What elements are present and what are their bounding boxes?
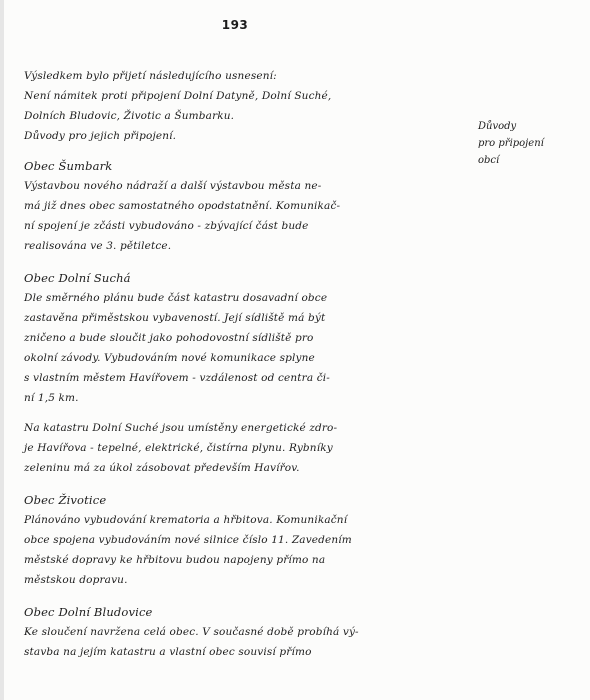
section-line: obce spojena vybudováním nové silnice číslo 11. Zavedením xyxy=(24,534,352,546)
section-line: Plánováno vybudování krematoria a hřbitova. Komunikační xyxy=(24,514,348,526)
section-line: zničeno a bude sloučit jako pohodovostní sídliště pro xyxy=(24,332,314,344)
section-heading: Obec Životice xyxy=(24,493,107,507)
intro-line: Není námitek proti připojení Dolní Datyně, Dolní Suché, xyxy=(24,90,332,102)
section-heading: Obec Šumbark xyxy=(24,159,113,173)
margin-note xyxy=(478,118,586,169)
section-line: s vlastním městem Havířovem - vzdálenost od centra či- xyxy=(24,372,330,384)
section-line: stavba na jejím katastru a vlastní obec souvisí přímo xyxy=(24,646,312,658)
section-line: ní spojení je zčásti vybudováno - zbývající část bude xyxy=(24,220,309,232)
section-line: Ke sloučení navržena celá obec. V současné době probíhá vý- xyxy=(24,626,359,638)
section-line: městskou dopravu. xyxy=(24,574,128,586)
margin-note-line: pro připojení xyxy=(478,138,544,149)
margin-note-line: Důvody xyxy=(478,121,517,132)
section-line: ní 1,5 km. xyxy=(24,392,79,404)
section-line: okolní závody. Vybudováním nové komunikace splyne xyxy=(24,352,315,364)
section-line: Výstavbou nového nádraží a další výstavbou města ne- xyxy=(24,180,322,192)
section-line: Dle směrného plánu bude část katastru dosavadní obce xyxy=(24,292,328,304)
handwritten-body xyxy=(24,66,494,662)
section-line: zastavěna přiměstskou vybaveností. Její sídliště má být xyxy=(24,312,326,324)
section-line: zeleninu má za úkol zásobovat především Havířov. xyxy=(24,462,300,474)
section-line: Na katastru Dolní Suché jsou umístěny energetické zdro- xyxy=(24,422,338,434)
section-heading: Obec Dolní Bludovice xyxy=(24,605,153,619)
page-edge xyxy=(0,0,4,700)
section-line: městské dopravy ke hřbitovu budou napojeny přímo na xyxy=(24,554,326,566)
intro-line: Výsledkem bylo přijetí následujícího usnesení: xyxy=(24,70,277,82)
margin-note-line: obcí xyxy=(478,155,500,166)
page-number: 193 xyxy=(221,18,249,32)
section-heading: Obec Dolní Suchá xyxy=(24,271,131,285)
section-line: je Havířova - tepelné, elektrické, čistírna plynu. Rybníky xyxy=(24,442,333,454)
intro-line: Dolních Bludovic, Životic a Šumbarku. xyxy=(24,110,235,122)
intro-line: Důvody pro jejich připojení. xyxy=(24,130,177,142)
section-line: realisována ve 3. pětiletce. xyxy=(24,240,172,252)
section-line: má již dnes obec samostatného opodstatnění. Komunikač- xyxy=(24,200,341,212)
